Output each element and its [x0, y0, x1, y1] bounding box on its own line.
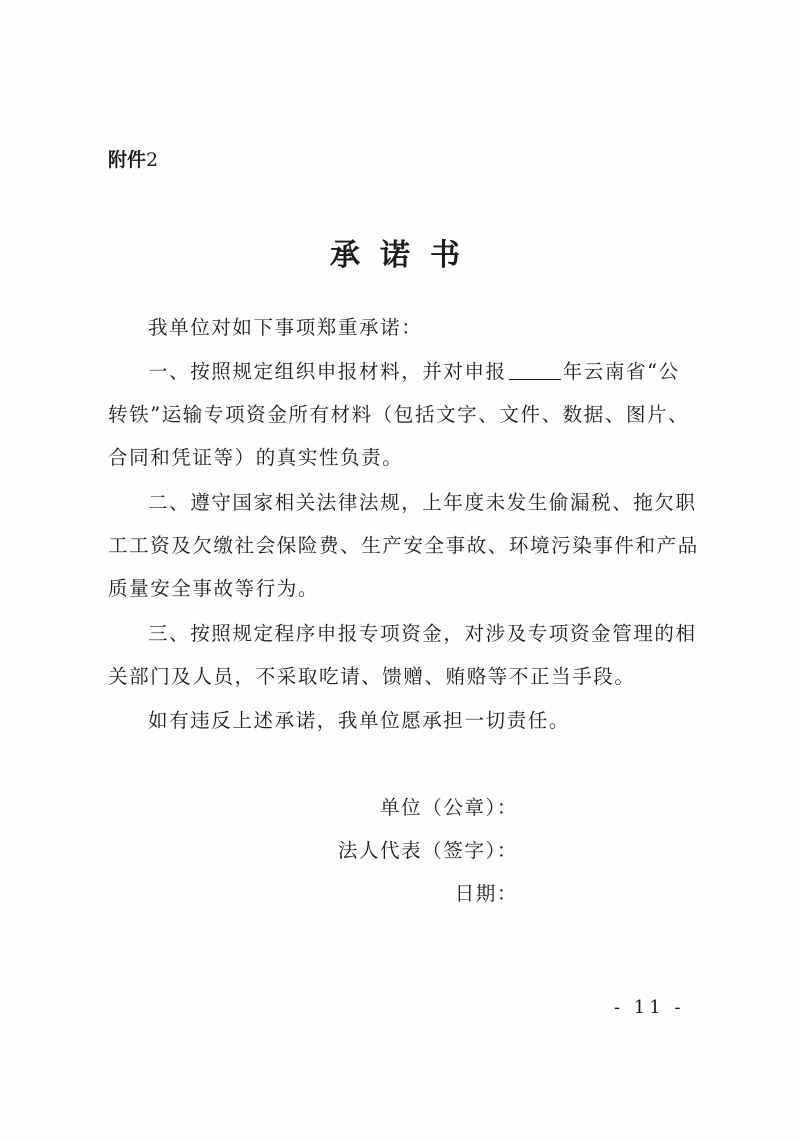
item2-line3: 质量安全事故等行为。	[108, 577, 320, 600]
item1-line1	[108, 357, 748, 387]
item2-line2: 工工资及欠缴社会保险费、生产安全事故、环境污染事件和产品	[108, 534, 699, 557]
page-title: 承诺书	[330, 238, 480, 273]
item1-line3: 合同和凭证等）的真实性负责。	[108, 446, 404, 469]
item3-line1: 三、按照规定程序申报专项资金，对涉及专项资金管理的相	[148, 622, 697, 645]
signature-legal-rep: 法人代表（签字）：	[337, 839, 518, 862]
item2-line1: 二、遵守国家相关法律法规，上年度未发生偷漏税、拖欠职	[148, 491, 697, 514]
attachment-text: 附件	[108, 149, 147, 171]
attachment-number: 2	[146, 149, 159, 171]
signature-date: 日期：	[454, 882, 518, 905]
item1-line1-before: 一、按照规定组织申报材料，并对申报	[148, 360, 507, 383]
item1-line2: 转铁”运输专项资金所有材料（包括文字、文件、数据、图片、	[108, 403, 690, 426]
page-number: - 11 -	[614, 997, 685, 1018]
attachment-label	[108, 146, 158, 174]
signature-unit: 单位（公章）：	[380, 796, 518, 819]
item3-line2: 关部门及人员，不采取吃请、馈赠、贿赂等不正当手段。	[108, 665, 636, 688]
item1-line1-after: 年云南省“公	[562, 360, 680, 383]
intro-paragraph: 我单位对如下事项郑重承诺：	[148, 316, 423, 339]
closing-paragraph: 如有违反上述承诺，我单位愿承担一切责任。	[148, 709, 571, 732]
year-blank	[509, 359, 561, 380]
